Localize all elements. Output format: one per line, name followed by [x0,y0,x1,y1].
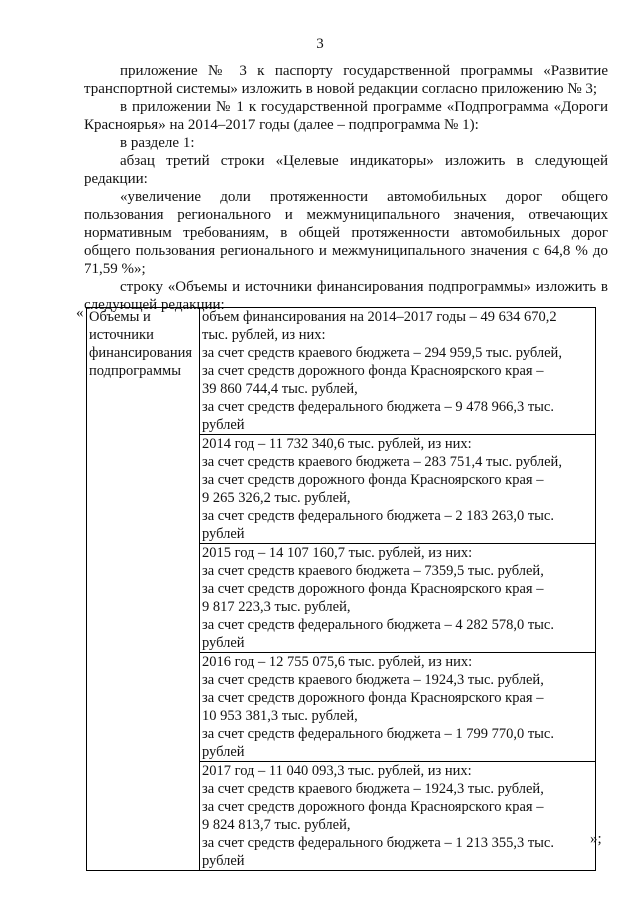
funding-line: 2016 год – 12 755 075,6 тыс. рублей, из них: [202,654,473,670]
funding-table [86,307,596,871]
funding-line: за счет средств федерального бюджета – 1 213 355,3 тыс. [202,835,554,851]
paragraph-target-indicators: абзац третий строки «Целевые индикаторы» изложить в следующей редакции: [84,153,608,187]
funding-year-cell [200,762,596,871]
funding-line: за счет средств краевого бюджета – 1924,3 тыс. рублей, [202,781,544,797]
funding-total-cell [200,308,596,435]
funding-line: за счет средств федерального бюджета – 2 183 263,0 тыс. [202,508,554,524]
funding-line: рублей [202,744,245,760]
funding-line: рублей [202,526,245,542]
funding-line: 10 953 381,3 тыс. рублей, [202,708,358,724]
paragraph-indicator-text: «увеличение доли протяженности автомобильных дорог общего пользования регионального и межмуниципального значения, отвечающих нормативным требованиям, в общей протяженности автомобильных дорог общего пользования регионального и межмуниципального значения с 64,8 % до 71,59 %»; [84,189,608,277]
paragraph-appendix-3: приложение № 3 к паспорту государственной программы «Развитие транспортной системы» изложить в новой редакции согласно приложению № 3; [84,63,608,97]
funding-line: за счет средств краевого бюджета – 7359,5 тыс. рублей, [202,563,544,579]
funding-line: за счет средств дорожного фонда Красноярского края – [202,581,544,597]
funding-year-cell [200,544,596,653]
funding-label-line: источники [89,327,154,343]
funding-line: рублей [202,635,245,651]
funding-line: за счет средств краевого бюджета – 283 751,4 тыс. рублей, [202,454,562,470]
open-quote: « [76,305,84,321]
funding-line: за счет средств краевого бюджета – 294 959,5 тыс. рублей, [202,345,562,361]
funding-line: рублей [202,853,245,869]
funding-line: за счет средств федерального бюджета – 1 799 770,0 тыс. [202,726,554,742]
funding-label-line: финансирования [89,345,193,361]
funding-line: 39 860 744,4 тыс. рублей, [202,381,358,397]
paragraph-section-1: в разделе 1: [120,135,195,151]
funding-line: за счет средств краевого бюджета – 1924,3 тыс. рублей, [202,672,544,688]
funding-line: 2015 год – 14 107 160,7 тыс. рублей, из них: [202,545,473,561]
paragraph-funding-row: строку «Объемы и источники финансирования подпрограммы» изложить в следующей редакции: [84,279,608,313]
funding-line: 9 817 223,3 тыс. рублей, [202,599,351,615]
page-number: 3 [316,36,324,52]
funding-year-cell [200,653,596,762]
funding-label-line: Объемы и [89,309,151,325]
paragraph-appendix-1: в приложении № 1 к государственной программе «Подпрограмма «Дороги Красноярья» на 2014–2017 годы (далее – подпрограмма № 1): [84,99,608,133]
funding-line: 9 824 813,7 тыс. рублей, [202,817,351,833]
funding-line: за счет средств федерального бюджета – 4 282 578,0 тыс. [202,617,554,633]
funding-line: за счет средств дорожного фонда Красноярского края – [202,690,544,706]
funding-line: 9 265 326,2 тыс. рублей, [202,490,351,506]
funding-line: объем финансирования на 2014–2017 годы – 49 634 670,2 [202,309,557,325]
funding-line: рублей [202,417,245,433]
funding-label-line: подпрограммы [89,363,181,379]
table-row [87,308,596,435]
funding-label-cell [87,308,200,871]
funding-line: тыс. рублей, из них: [202,327,326,343]
funding-line: за счет средств дорожного фонда Красноярского края – [202,363,544,379]
funding-year-cell [200,435,596,544]
funding-line: 2014 год – 11 732 340,6 тыс. рублей, из них: [202,436,472,452]
close-quote: »; [590,831,602,847]
funding-line: за счет средств федерального бюджета – 9 478 966,3 тыс. [202,399,554,415]
funding-line: за счет средств дорожного фонда Красноярского края – [202,799,544,815]
funding-line: за счет средств дорожного фонда Красноярского края – [202,472,544,488]
funding-line: 2017 год – 11 040 093,3 тыс. рублей, из них: [202,763,472,779]
